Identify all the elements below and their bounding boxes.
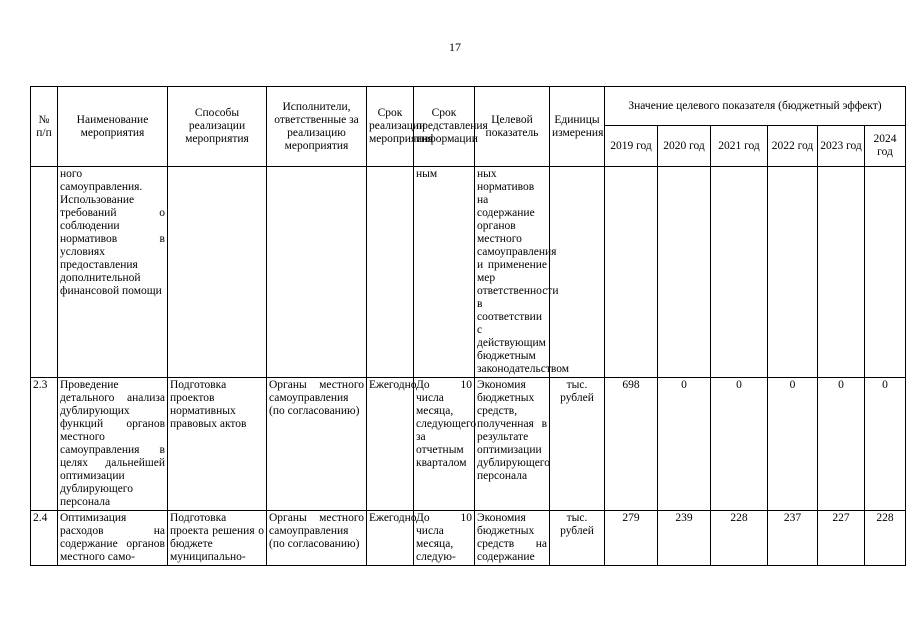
cell-num: 2.4 bbox=[31, 511, 58, 566]
cell-name: Оптимизация расходов на содержание органов местного само- bbox=[58, 511, 168, 566]
table-row bbox=[31, 167, 906, 378]
header-executors: Исполнители, ответственные за реализацию мероприятия bbox=[267, 87, 367, 167]
cell-indicator: ных нормативов на содержание органов местного самоуправления и применение мер ответственности в соответствии с действующим бюджетным законодательством bbox=[475, 167, 550, 378]
header-year: 2019 год bbox=[605, 126, 658, 167]
cell-value: 228 bbox=[865, 511, 906, 566]
measures-table bbox=[30, 86, 906, 566]
header-num: № п/п bbox=[31, 87, 58, 167]
cell-value: 239 bbox=[658, 511, 711, 566]
cell-term-impl: Ежегодно bbox=[367, 378, 414, 511]
cell-methods: Подготовка проектов нормативных правовых актов bbox=[168, 378, 267, 511]
cell-name: ного самоуправления. Использование требований о соблюдении нормативов в условиях предоставления дополнительной финансовой помощи bbox=[58, 167, 168, 378]
header-year: 2022 год bbox=[768, 126, 818, 167]
cell-num bbox=[31, 167, 58, 378]
cell-executors: Органы местного самоуправления (по согласованию) bbox=[267, 378, 367, 511]
cell-units: тыс. рублей bbox=[550, 378, 605, 511]
cell-value bbox=[865, 167, 906, 378]
cell-term-impl bbox=[367, 167, 414, 378]
header-year: 2021 год bbox=[711, 126, 768, 167]
cell-value bbox=[605, 167, 658, 378]
cell-value: 279 bbox=[605, 511, 658, 566]
cell-term-info: До 10 числа месяца, следующего за отчетным кварталом bbox=[414, 378, 475, 511]
cell-value: 0 bbox=[768, 378, 818, 511]
table-row bbox=[31, 511, 906, 566]
header-target-group: Значение целевого показателя (бюджетный эффект) bbox=[605, 87, 906, 126]
cell-units bbox=[550, 167, 605, 378]
page-number: 17 bbox=[449, 40, 461, 54]
cell-value: 228 bbox=[711, 511, 768, 566]
cell-methods: Подготовка проекта решения о бюджете муниципально- bbox=[168, 511, 267, 566]
header-term-impl: Срок реализации мероприятия bbox=[367, 87, 414, 167]
header-year: 2023 год bbox=[818, 126, 865, 167]
cell-term-info: До 10 числа месяца, следую- bbox=[414, 511, 475, 566]
cell-num: 2.3 bbox=[31, 378, 58, 511]
cell-value: 227 bbox=[818, 511, 865, 566]
table-row bbox=[31, 378, 906, 511]
cell-term-info: ным bbox=[414, 167, 475, 378]
cell-executors bbox=[267, 167, 367, 378]
header-year: 2024 год bbox=[865, 126, 906, 167]
header-units: Единицы измерения bbox=[550, 87, 605, 167]
header-name: Наименование мероприятия bbox=[58, 87, 168, 167]
cell-name: Проведение детального анализа дублирующих функций органов местного самоуправления в целях дальнейшей оптимизации дублирующего персонала bbox=[58, 378, 168, 511]
cell-executors: Органы местного самоуправления (по согласованию) bbox=[267, 511, 367, 566]
cell-value bbox=[768, 167, 818, 378]
cell-value: 237 bbox=[768, 511, 818, 566]
cell-value: 0 bbox=[658, 378, 711, 511]
cell-value: 0 bbox=[711, 378, 768, 511]
header-methods: Способы реализации мероприятия bbox=[168, 87, 267, 167]
cell-indicator: Экономия бюджетных средств на содержание bbox=[475, 511, 550, 566]
cell-value bbox=[711, 167, 768, 378]
cell-value: 0 bbox=[818, 378, 865, 511]
cell-value: 0 bbox=[865, 378, 906, 511]
cell-term-impl: Ежегодно bbox=[367, 511, 414, 566]
header-indicator: Целевой показатель bbox=[475, 87, 550, 167]
cell-indicator: Экономия бюджетных средств, полученная в результате оптимизации дублирующего персонала bbox=[475, 378, 550, 511]
cell-value: 698 bbox=[605, 378, 658, 511]
cell-value bbox=[818, 167, 865, 378]
cell-value bbox=[658, 167, 711, 378]
header-year: 2020 год bbox=[658, 126, 711, 167]
header-term-info: Срок представления информации bbox=[414, 87, 475, 167]
cell-methods bbox=[168, 167, 267, 378]
cell-units: тыс. рублей bbox=[550, 511, 605, 566]
